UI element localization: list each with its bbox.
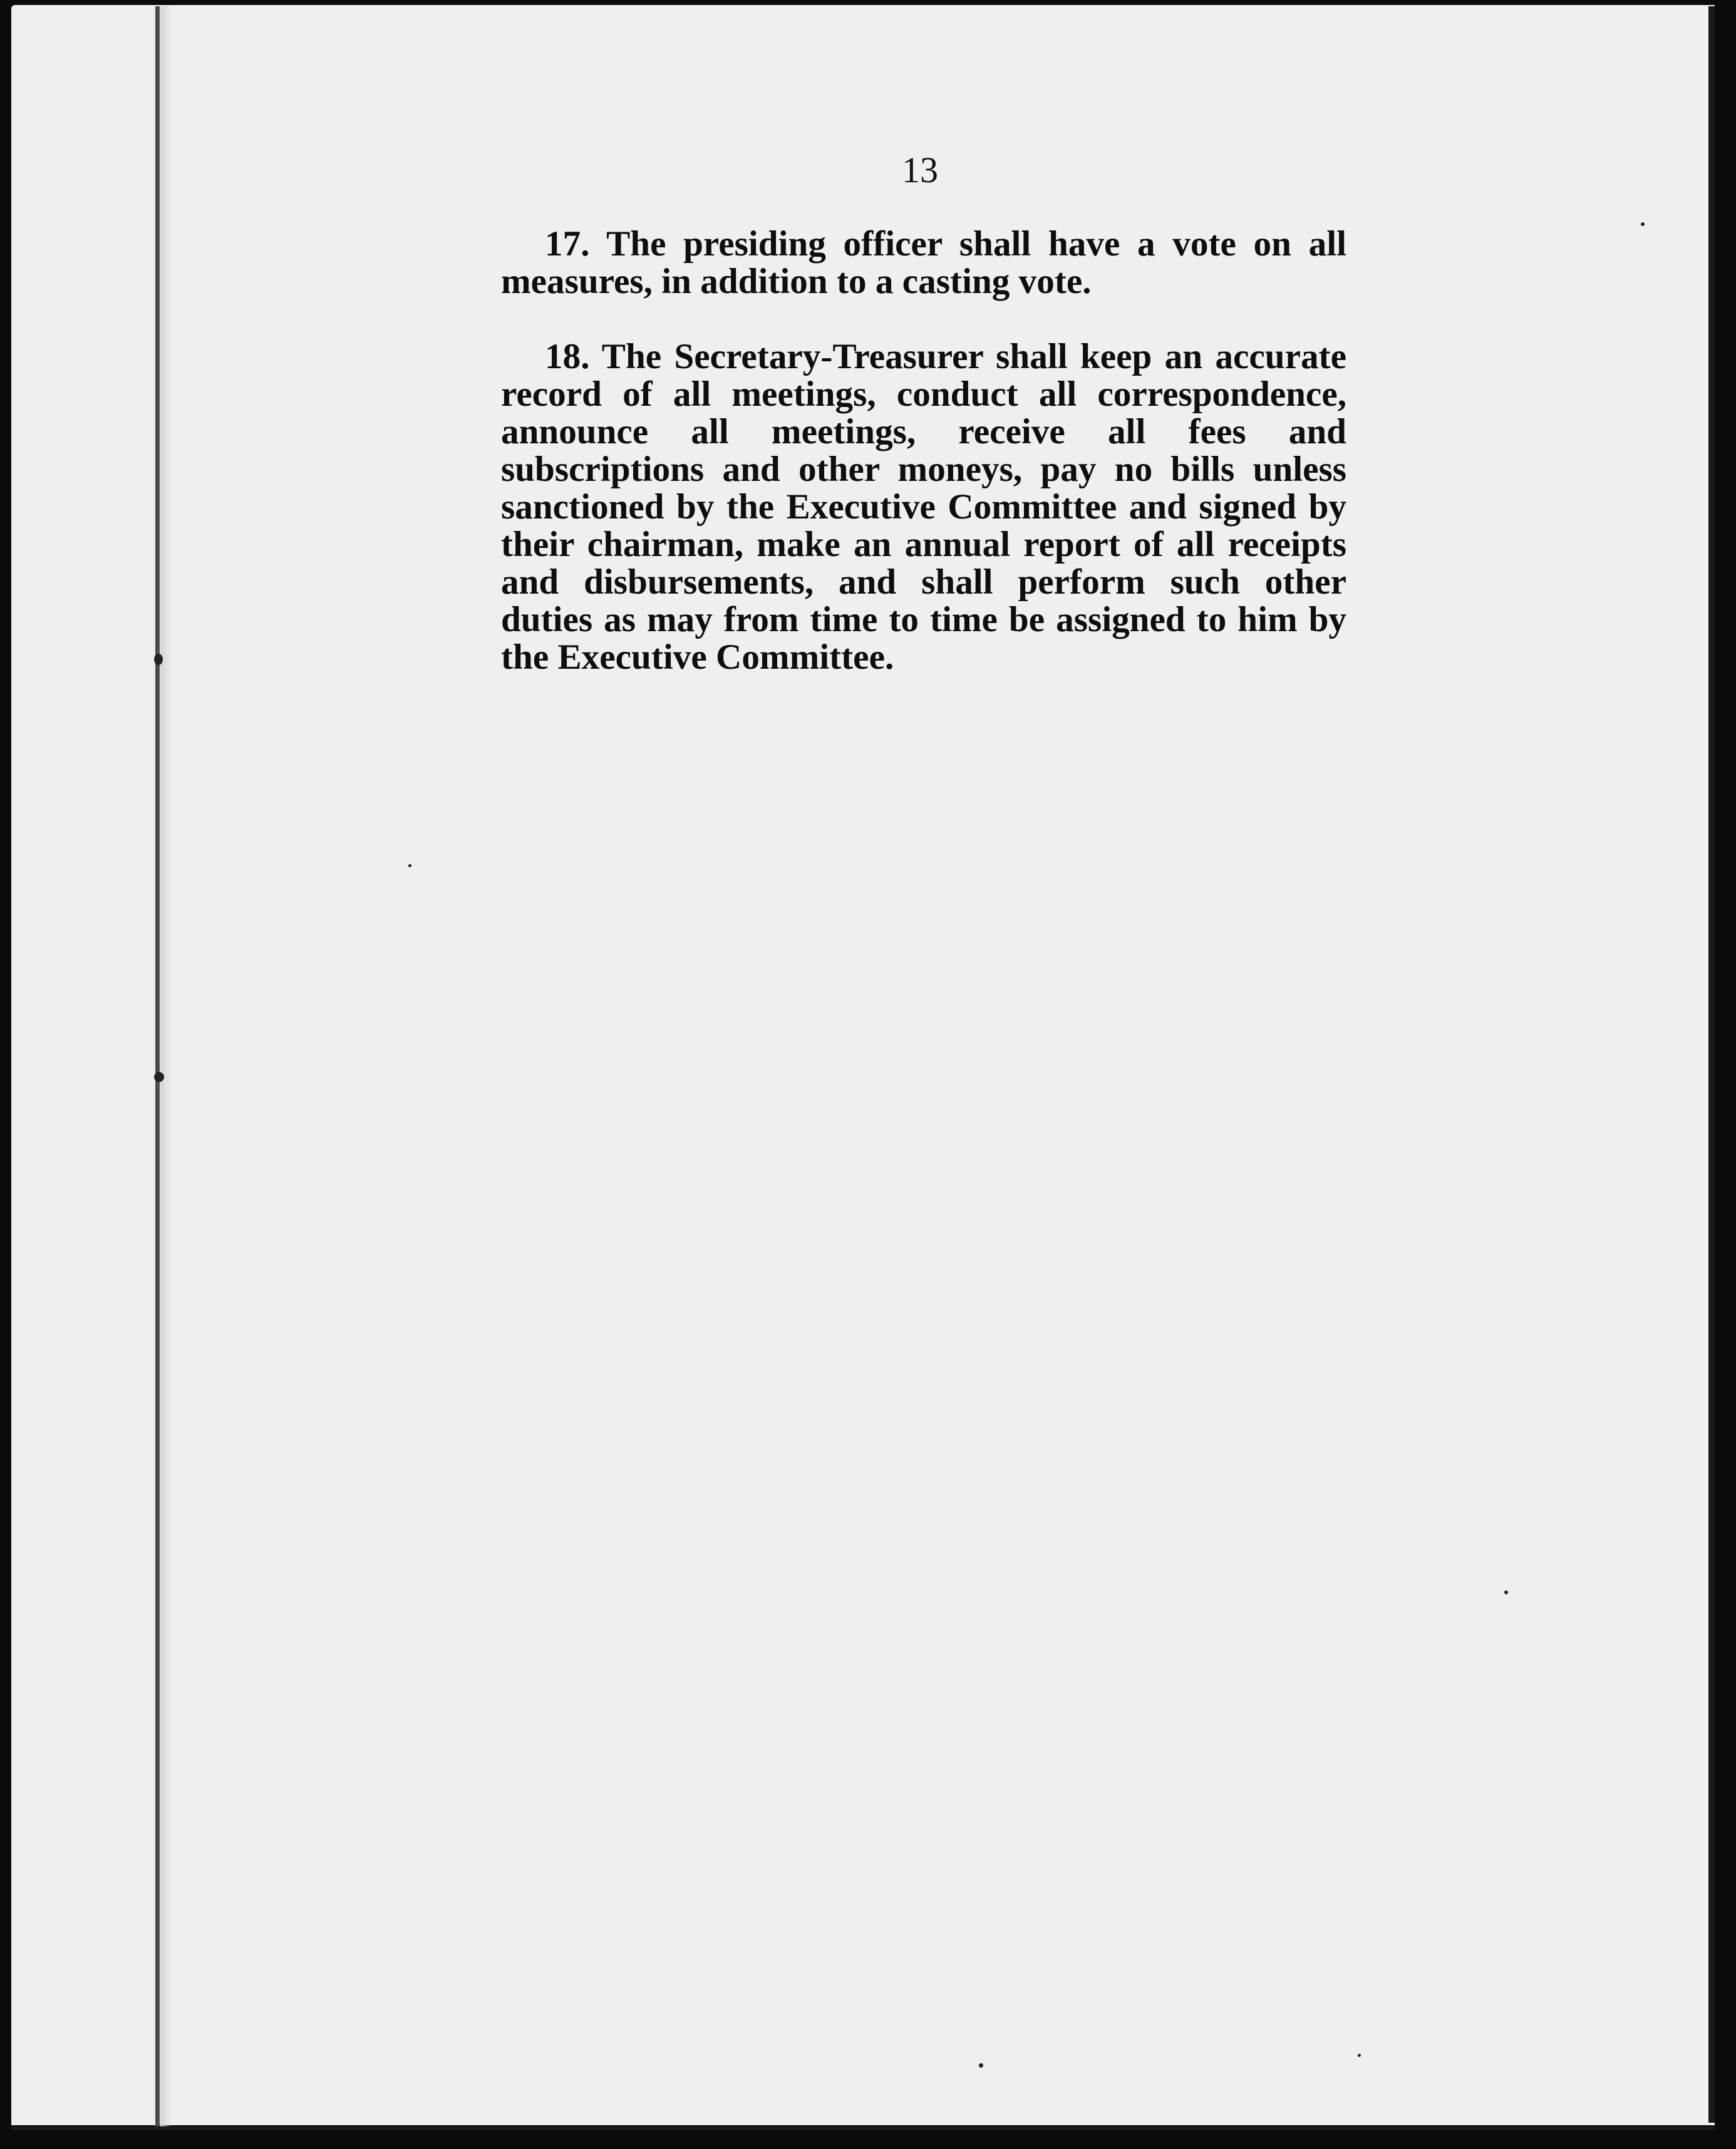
speck (1358, 2054, 1361, 2057)
binding-fold-line (155, 6, 160, 2129)
speck (1641, 222, 1645, 226)
paragraph-18: 18. The Secretary-Treasurer shall keep an accurate record of all meetings, conduct all correspondence, announce all meetings, receive all fees and subscriptions and other moneys, pay no bills unless sanctioned by the Executive Committee and signed by their chairman, make an annual report of all receipts and disbursements, and shall perform such other duties as may from time to time be assigned to him by the Executive Committee. (501, 337, 1346, 677)
paragraph-17: 17. The presiding officer shall have a vote on all measures, in addition to a casting vote. (501, 224, 1346, 301)
speck (408, 864, 411, 867)
page-right-edge (1708, 6, 1715, 2123)
page-number: 13 (902, 150, 938, 190)
binding-mark-bottom (154, 1072, 164, 1082)
binding-mark-top (154, 654, 163, 665)
binding-shadow (160, 6, 172, 2129)
speck (1504, 1590, 1508, 1594)
speck (979, 2063, 983, 2068)
page-bottom-edge (11, 2126, 1715, 2130)
page-body (501, 225, 1346, 714)
